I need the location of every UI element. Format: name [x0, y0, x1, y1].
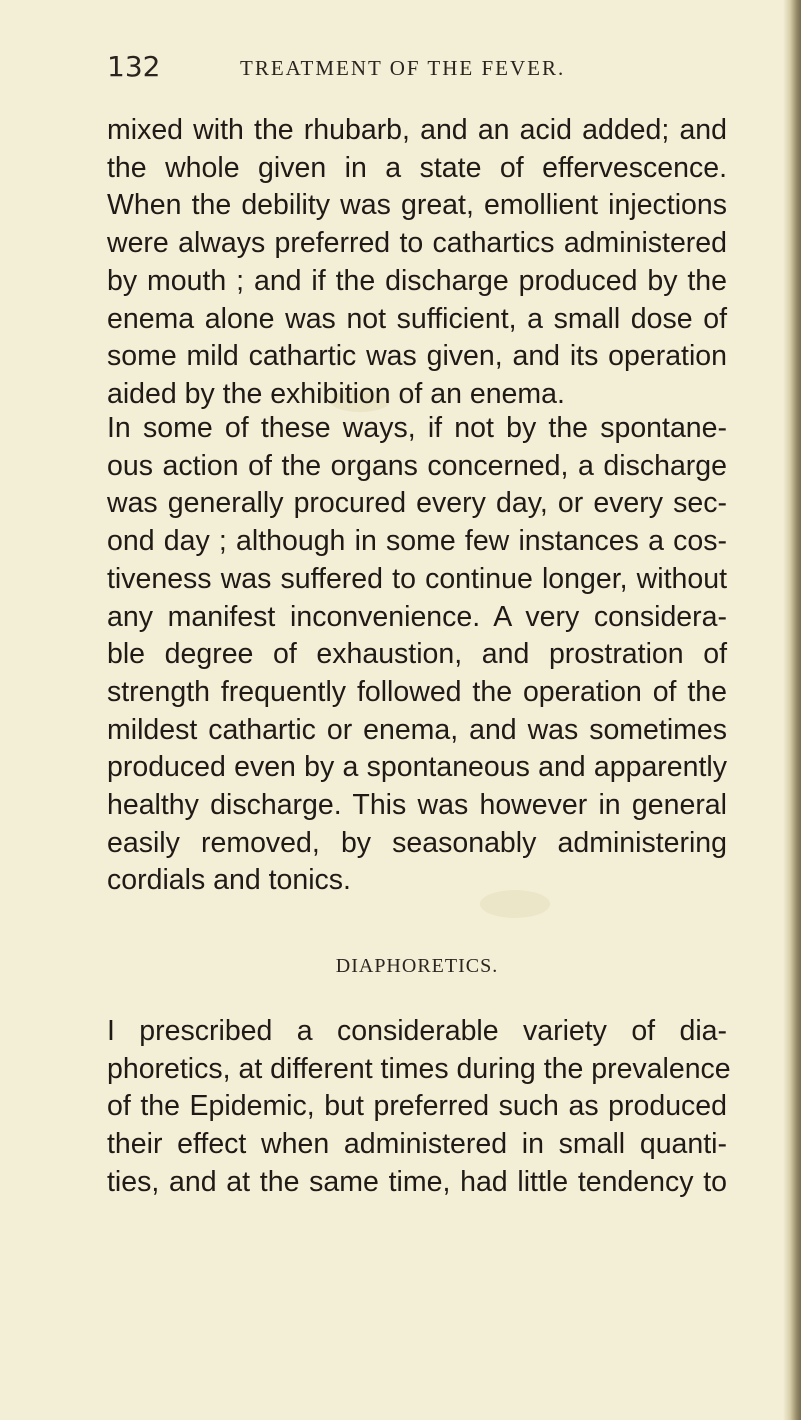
text-line: tiveness was suffered to continue longer, without	[107, 562, 727, 595]
text-line: produced even by a spontaneous and apparently	[107, 751, 727, 784]
text-line: mildest cathartic or enema, and was sometimes	[107, 713, 727, 746]
text-line: some mild cathartic was given, and its operation	[107, 340, 727, 373]
text-line: cordials and tonics.	[107, 864, 351, 897]
text-line: aided by the exhibition of an enema.	[107, 377, 565, 410]
text-line: mixed with the rhubarb, and an acid added; and	[107, 114, 727, 146]
page-edge-shadow	[783, 0, 801, 1420]
section-heading: DIAPHORETICS.	[335, 955, 499, 977]
text-line: ble degree of exhaustion, and prostration of	[107, 638, 727, 671]
text-line: any manifest inconvenience. A very considera-	[107, 600, 727, 633]
text-line: When the debility was great, emollient injections	[107, 189, 727, 222]
text-line: were always preferred to cathartics administered	[107, 227, 727, 260]
text-line: ties, and at the same time, had little tendency to	[107, 1165, 727, 1198]
text-line: by mouth ; and if the discharge produced by the	[107, 264, 727, 297]
text-line: ous action of the organs concerned, a discharge	[107, 449, 727, 482]
text-line: was generally procured every day, or every sec-	[107, 487, 727, 520]
text-line: In some of these ways, if not by the spontane-	[107, 412, 727, 444]
text-line: easily removed, by seasonably administering	[107, 826, 727, 859]
text-line: phoretics, at different times during the prevalence	[107, 1052, 731, 1085]
text-line: the whole given in a state of effervescence.	[107, 151, 727, 184]
paragraph-3	[107, 1013, 731, 1202]
text-line: of the Epidemic, but preferred such as produced	[107, 1090, 727, 1123]
text-line: healthy discharge. This was however in general	[107, 789, 727, 822]
page-number: 132	[107, 50, 161, 83]
running-head: TREATMENT OF THE FEVER.	[240, 56, 566, 80]
paragraph-2	[107, 410, 727, 900]
text-line: I prescribed a considerable variety of dia-	[107, 1015, 727, 1047]
text-line: ond day ; although in some few instances a cos-	[107, 525, 727, 558]
page-header	[107, 50, 727, 90]
paragraph-1	[107, 112, 727, 414]
text-line: strength frequently followed the operation of the	[107, 675, 727, 708]
text-line: enema alone was not sufficient, a small dose of	[107, 302, 727, 335]
text-line: their effect when administered in small quanti-	[107, 1128, 727, 1161]
